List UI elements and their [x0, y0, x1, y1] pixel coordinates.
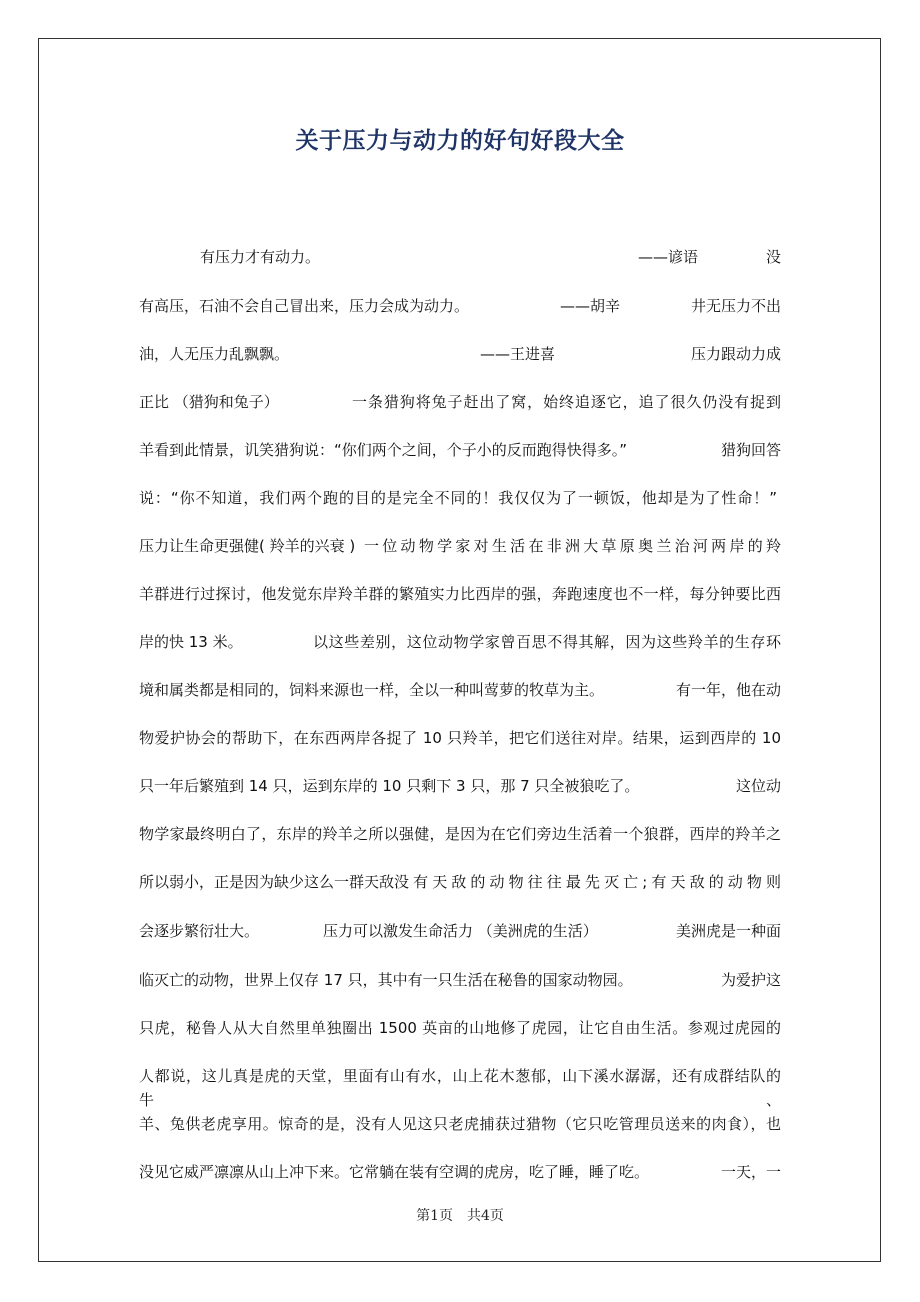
text-line	[0, 342, 920, 366]
text-segment: 以这些差别，这位动物学家曾百思不得其解，因为这些羚羊的生存环	[313, 633, 781, 651]
text-segment: 说：“你不知道，我们两个跑的目的是完全不同的！我仅仅为了一顿饭，他却是为了性命！”	[139, 489, 777, 507]
text-line	[0, 438, 920, 462]
text-segment: 有一年，他在动	[675, 681, 781, 699]
document-title: 关于压力与动力的好句好段大全	[295, 128, 625, 154]
text-line	[0, 1064, 920, 1109]
text-segment: 没有天敌的动物往往最先灭亡;有天敌的动物则	[394, 873, 781, 891]
text-segment: ——谚语	[638, 248, 699, 266]
text-segment: 没见它威严凛凛从山上冲下来。它常躺在装有空调的虎房，吃了睡，睡了吃。	[139, 1163, 650, 1181]
text-line	[0, 1160, 920, 1184]
text-segment: 这位动	[735, 777, 781, 795]
text-segment: 物学家最终明白了，东岸的羚羊之所以强健，是因为在它们旁边生活着一个狼群，西岸的羚羊之	[139, 825, 781, 843]
text-segment: 正比 （猎狗和兔子）	[139, 393, 279, 411]
text-segment: ——胡辛	[560, 297, 621, 315]
text-segment: 会逐步繁衍壮大。	[139, 922, 260, 940]
text-line	[0, 919, 920, 943]
text-segment: 一条猎狗将兔子赶出了窝，始终追逐它，追了很久仍没有捉到	[352, 393, 781, 411]
text-segment: 物爱护协会的帮助下，在东西两岸各捉了 10 只羚羊，把它们送往对岸。结果，运到西岸的 10	[139, 729, 781, 747]
text-line	[0, 726, 920, 750]
text-line	[0, 390, 920, 414]
page-number: 第1页 共4页	[416, 1208, 504, 1224]
text-segment: 羊、兔供老虎享用。惊奇的是，没有人见这只老虎捕获过猎物（它只吃管理员送来的肉食），也	[139, 1115, 781, 1133]
text-segment: 羊群进行过探讨，他发觉东岸羚羊群的繁殖实力比西岸的强，奔跑速度也不一样，每分钟要比西	[139, 585, 781, 603]
text-line	[0, 245, 920, 269]
text-line	[0, 774, 920, 798]
text-segment: 压力跟动力成	[690, 345, 781, 363]
text-line	[0, 870, 920, 894]
text-segment: 只虎，秘鲁人从大自然里单独圈出 1500 英亩的山地修了虎园，让它自由生活。参观过虎园的	[139, 1019, 781, 1037]
text-segment: 所以弱小，正是因为缺少这么一群天敌	[139, 873, 395, 891]
text-segment: 境和属类都是相同的，饲料来源也一样，全以一种叫莺萝的牧草为主。	[139, 681, 605, 699]
text-segment: 油，人无压力乱飘飘。	[139, 345, 290, 363]
text-segment: ——王进喜	[480, 345, 556, 363]
text-segment: 临灭亡的动物，世界上仅存 17 只，其中有一只生活在秘鲁的国家动物园。	[139, 971, 633, 989]
text-line	[0, 582, 920, 606]
text-segment: 没	[765, 248, 781, 266]
text-line	[0, 486, 920, 510]
text-line	[0, 294, 920, 318]
text-segment: 为爱护这	[720, 971, 781, 989]
text-line	[0, 534, 920, 558]
text-line	[0, 1016, 920, 1040]
text-segment: 美洲虎是一种面	[675, 922, 781, 940]
text-line	[0, 968, 920, 992]
text-segment: 一位动物学家对生活在非洲大草原奥兰治河两岸的羚	[364, 537, 781, 555]
text-line	[0, 822, 920, 846]
text-line	[0, 630, 920, 654]
text-segment: 压力可以激发生命活力 （美洲虎的生活）	[323, 922, 598, 940]
text-segment: 猎狗回答	[720, 441, 781, 459]
text-segment: 人都说，这儿真是虎的天堂，里面有山有水，山上花木葱郁，山下溪水潺潺，还有成群结队的牛、	[139, 1067, 781, 1109]
text-line	[0, 1112, 920, 1136]
text-segment: 有压力才有动力。	[200, 248, 321, 266]
text-segment: 压力让生命更强健( 羚羊的兴衰 )	[139, 537, 356, 555]
text-line	[0, 678, 920, 702]
text-segment: 一天，一	[720, 1163, 781, 1181]
text-segment: 井无压力不出	[690, 297, 781, 315]
text-segment: 只一年后繁殖到 14 只，运到东岸的 10 只剩下 3 只，那 7 只全被狼吃了。	[139, 777, 640, 795]
text-segment: 岸的快 13 米。	[139, 633, 243, 651]
text-segment: 有高压，石油不会自己冒出来，压力会成为动力。	[139, 297, 470, 315]
text-segment: 羊看到此情景，讥笑猎狗说：“你们两个之间，个子小的反而跑得快得多。”	[139, 441, 628, 459]
